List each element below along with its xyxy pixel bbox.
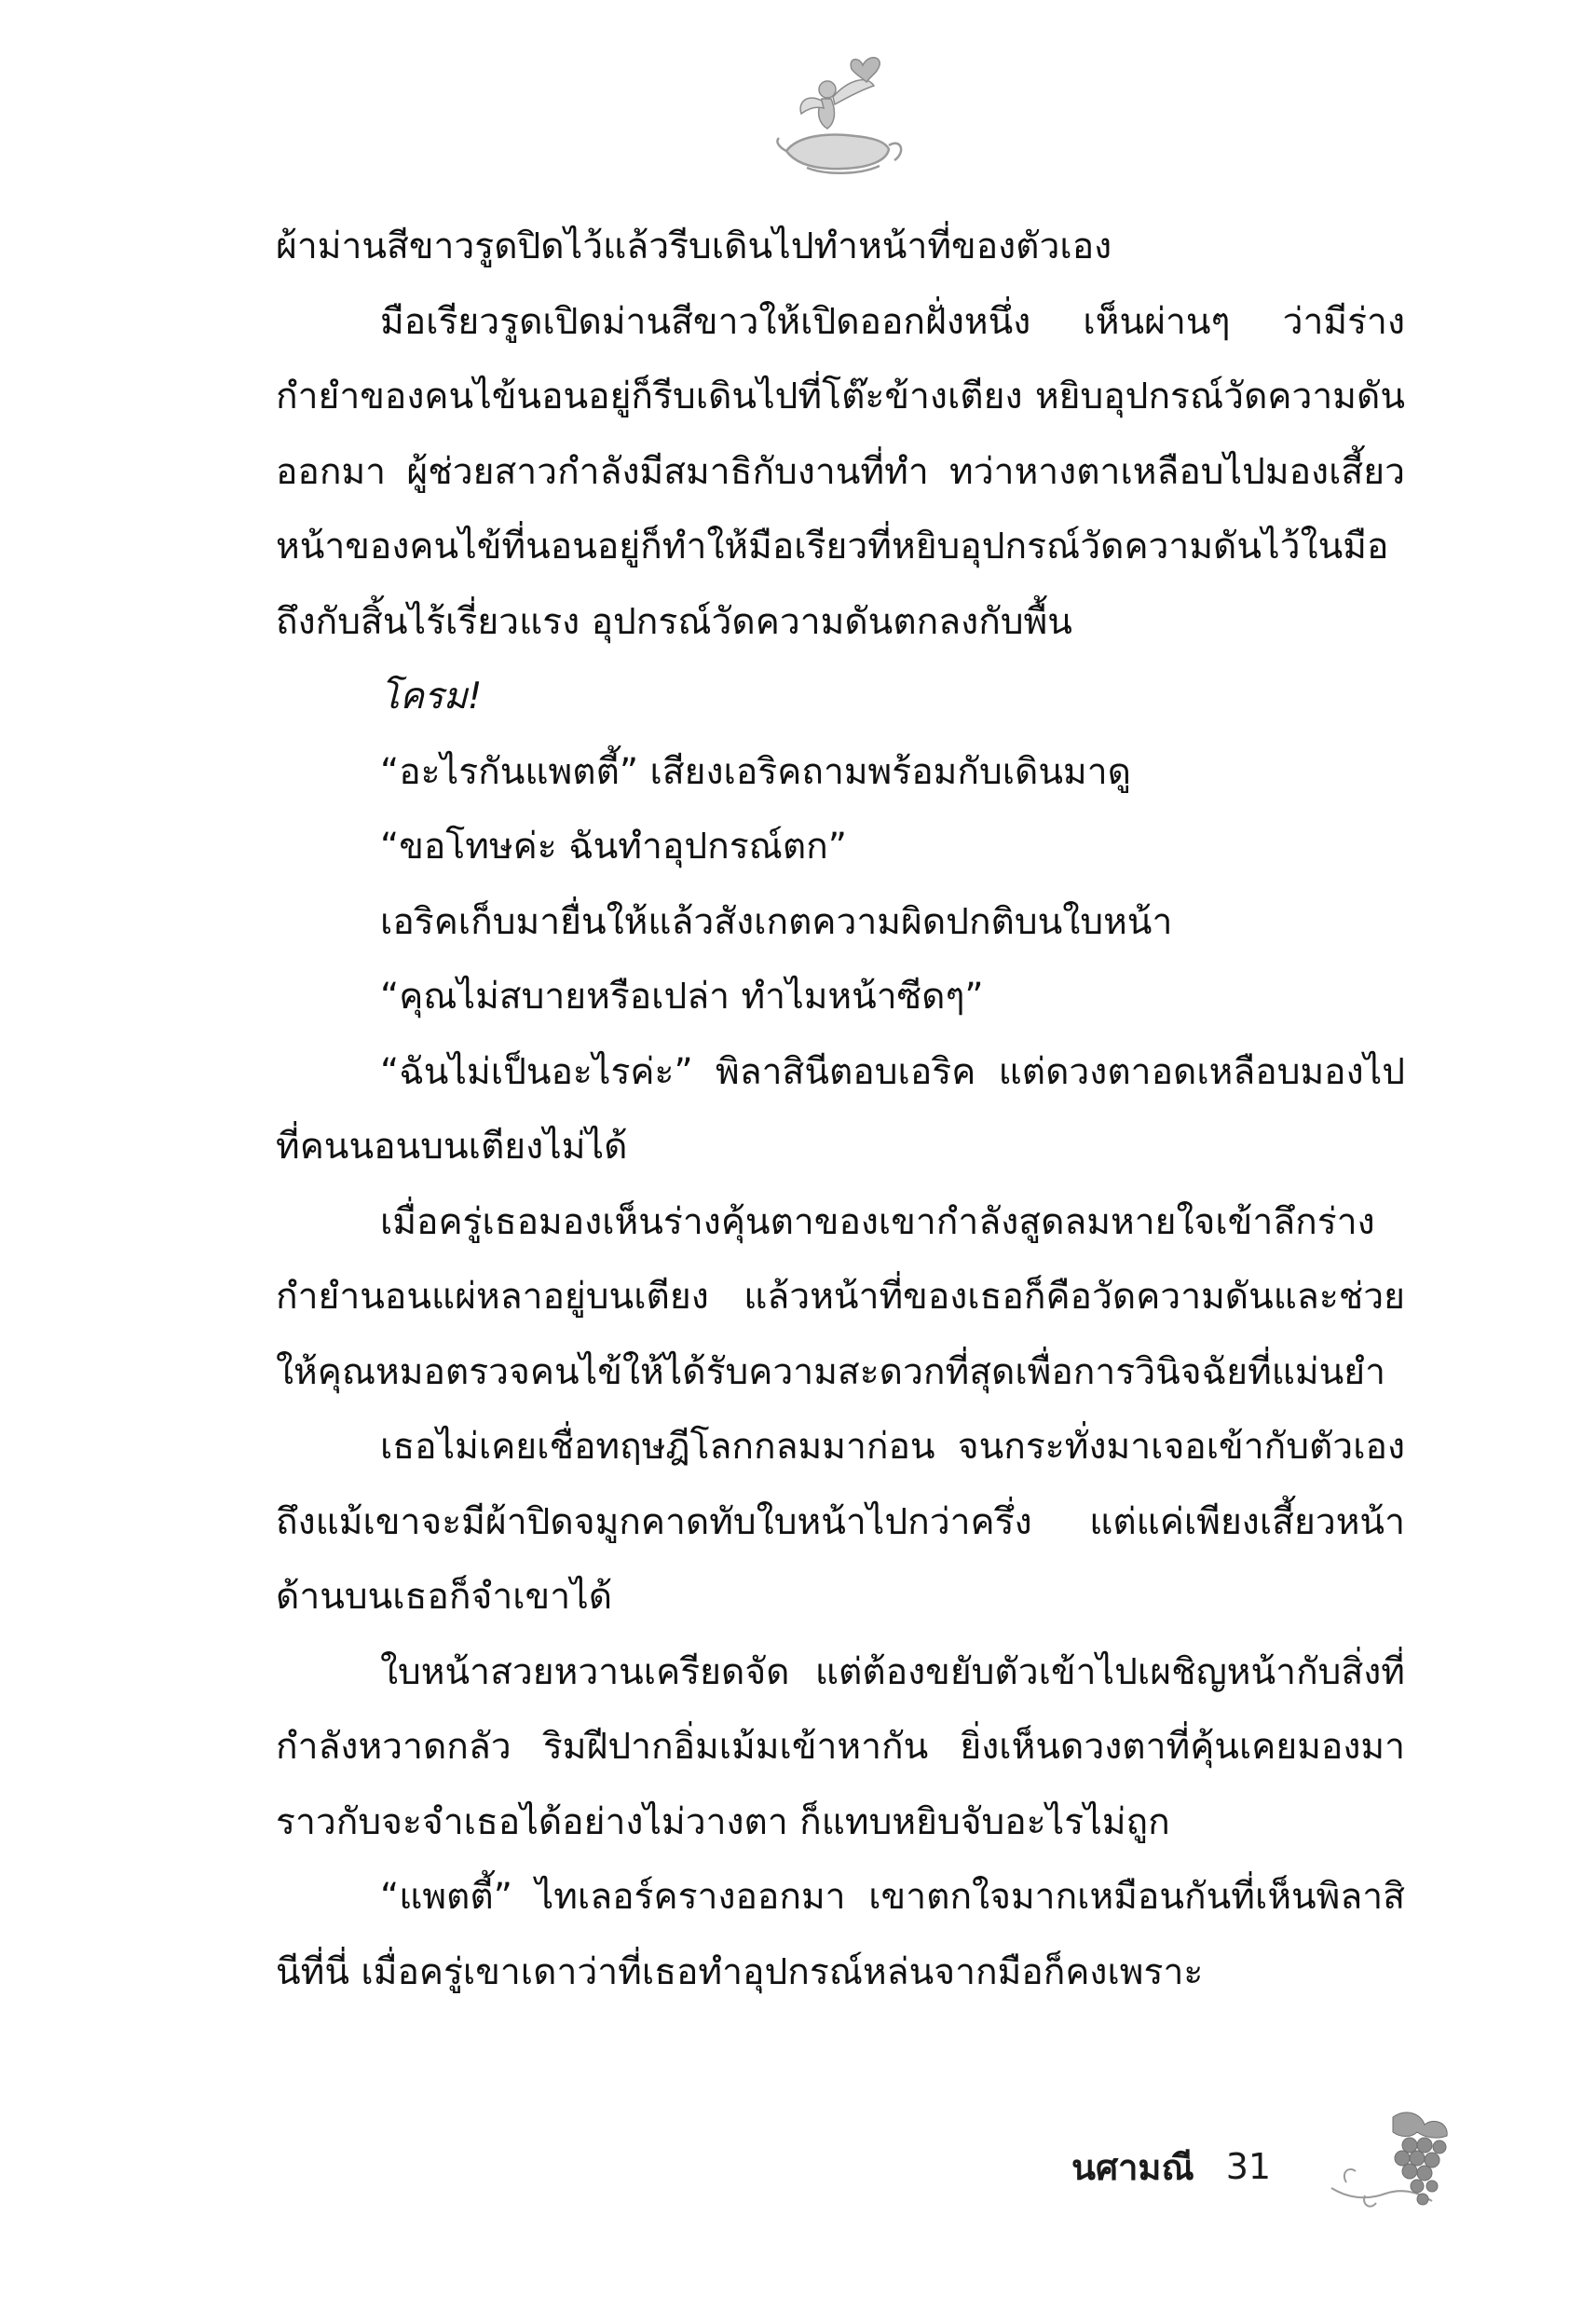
paragraph-3: โครม!	[380, 676, 483, 718]
paragraph-8: “ฉันไม่เป็นอะไรค่ะ” พิลาสินีตอบเอริค แต่ดวงตาอดเหลือบมองไปที่คนนอนบนเตียงไม่ได้	[276, 1050, 1405, 1168]
paragraph-2: มือเรียวรูดเปิดม่านสีขาวให้เปิดออกฝั่งหนึ่ง เห็นผ่านๆ ว่ามีร่างกำยำของคนไข้นอนอยู่ก็รีบเดินไปที่โต๊ะข้างเตียง หยิบอุปกรณ์วัดความดันออกมา ผู้ช่วยสาวกำลังมีสมาธิกับงานที่ทำ ทว่าหางตาเหลือบไปมองเสี้ยวหน้าของคนไข้ที่นอนอยู่ก็ทำให้มือเรียวที่หยิบอุปกรณ์วัดความดันไว้ในมือถึงกับสิ้นไร้เรี่ยวแรง อุปกรณ์วัดความดันตกลงกับพื้น	[276, 300, 1405, 643]
page-number: 31	[1225, 2146, 1272, 2187]
paragraph-1: ผ้าม่านสีขาวรูดปิดไว้แล้วรีบเดินไปทำหน้าที่ของตัวเอง	[276, 226, 1112, 267]
grape-vine-ornament-icon	[1328, 2108, 1477, 2220]
paragraph-10: เธอไม่เคยเชื่อทฤษฎีโลกกลมมาก่อน จนกระทั่งมาเจอเข้ากับตัวเอง ถึงแม้เขาจะมีผ้าปิดจมูกคาดทับใบหน้าไปกว่าครึ่ง แต่แค่เพียงเสี้ยวหน้าด้านบนเธอก็จำเขาได้	[276, 1426, 1405, 1618]
paragraph-7: “คุณไม่สบายหรือเปล่า ทำไมหน้าซีดๆ”	[380, 976, 984, 1018]
paragraph-9: เมื่อครู่เธอมองเห็นร่างคุ้นตาของเขากำลังสูดลมหายใจเข้าลึกร่างกำยำนอนแผ่หลาอยู่บนเตียง แล้วหน้าที่ของเธอก็คือวัดความดันและช่วยให้คุณหมอตรวจคนไข้ให้ได้รับความสะดวกที่สุดเพื่อการวินิจฉัยที่แม่นยำ	[276, 1200, 1405, 1393]
cupid-teapot-ornament-icon	[770, 47, 909, 186]
paragraph-6: เอริคเก็บมายื่นให้แล้วสังเกตความผิดปกติบนใบหน้า	[380, 900, 1173, 943]
book-title: นศามณี	[1071, 2146, 1194, 2188]
page-footer	[1071, 2134, 1271, 2199]
paragraph-4: “อะไรกันแพตตี้” เสียงเอริคถามพร้อมกับเดินมาดู	[380, 750, 1131, 793]
paragraph-12: “แพตตี้” ไทเลอร์ครางออกมา เขาตกใจมากเหมือนกันที่เห็นพิลาสินีที่นี่ เมื่อครู่เขาเดาว่าที่เธอทำอุปกรณ์หล่นจากมือก็คงเพราะ	[276, 1876, 1405, 1993]
body-text	[276, 210, 1405, 2010]
paragraph-5: “ขอโทษค่ะ ฉันทำอุปกรณ์ตก”	[380, 826, 847, 868]
paragraph-11: ใบหน้าสวยหวานเครียดจัด แต่ต้องขยับตัวเข้าไปเผชิญหน้ากับสิ่งที่กำลังหวาดกลัว ริมฝีปากอิ่มเม้มเข้าหากัน ยิ่งเห็นดวงตาที่คุ้นเคยมองมาราวกับจะจำเธอได้อย่างไม่วางตา ก็แทบหยิบจับอะไรไม่ถูก	[276, 1650, 1405, 1843]
